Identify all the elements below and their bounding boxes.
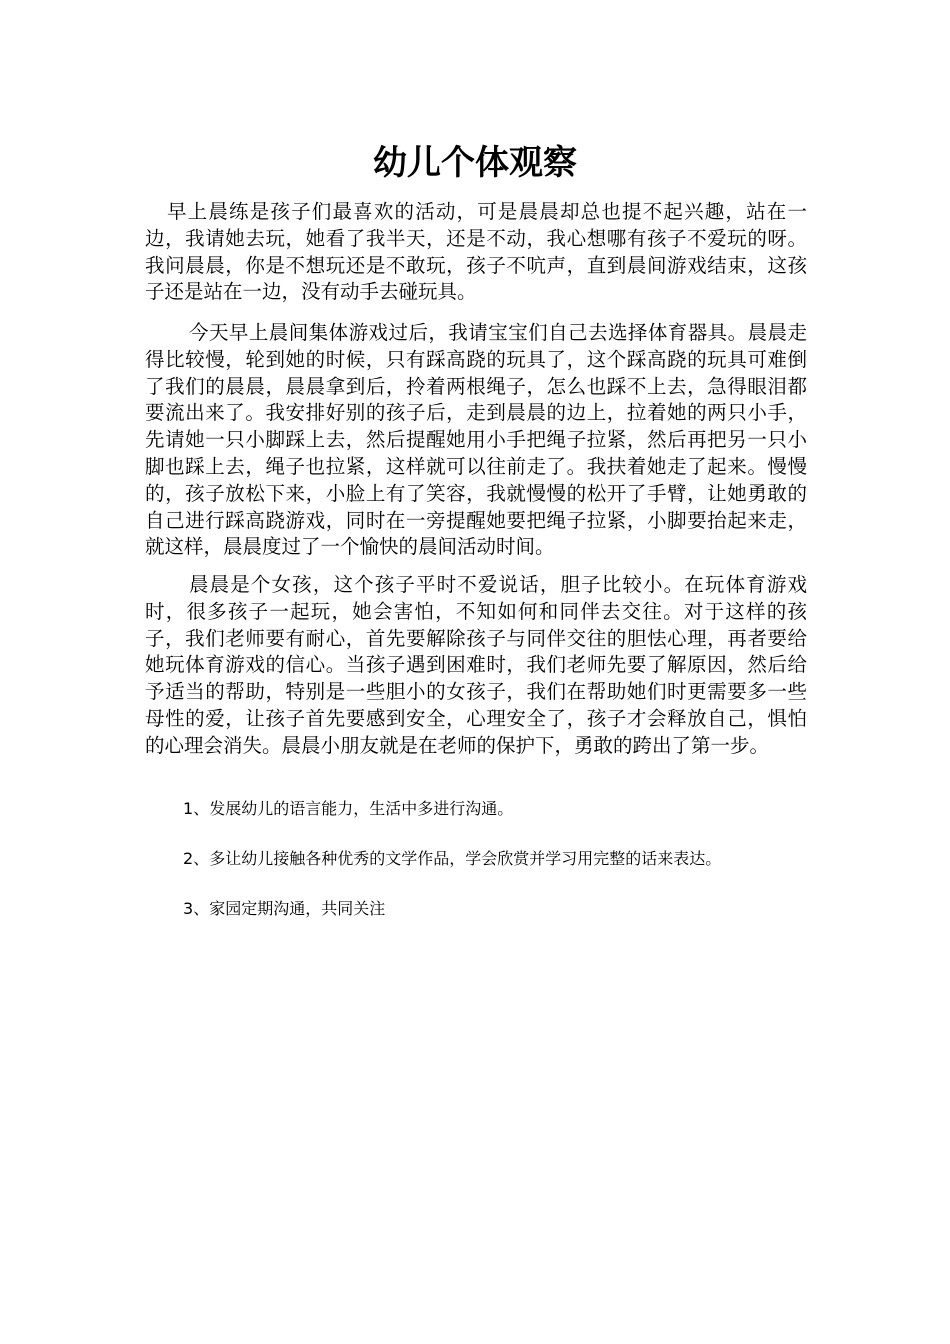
list-item-number: 3 — [183, 899, 194, 918]
paragraph-reflection: 晨晨是个女孩，这个孩子平时不爱说话，胆子比较小。在玩体育游戏时，很多孩子一起玩，她会害怕，不知如何和同伴去交往。对于这样的孩子，我们老师要有耐心，首先要解除孩子与同伴交往的胆怯心理，再者要给她玩体育游戏的信心。当孩子遇到困难时，我们老师先要了解原因，然后给予适当的帮助，特别是一些胆小的女孩子，我们在帮助她们时更需要多一些母性的爱，让孩子首先要感到安全，心理安全了，孩子才会释放自己，惧怕的心理会消失。晨晨小朋友就是在老师的保护下，勇敢的跨出了第一步。 — [145, 573, 807, 757]
list-item-number: 1 — [183, 799, 194, 818]
list-item-home-school — [183, 898, 823, 920]
list-item-text: 、多让幼儿接触各种优秀的文学作品，学会欣赏并学习用完整的话来表达。 — [193, 849, 722, 868]
list-item-text: 、家园定期沟通，共同关注 — [193, 899, 386, 918]
list-item-number: 2 — [183, 849, 194, 868]
document-title: 幼儿个体观察 — [373, 143, 577, 183]
list-item-language-ability — [183, 798, 823, 820]
paragraph-morning-exercise: 早上晨练是孩子们最喜欢的活动，可是晨晨却总也提不起兴趣，站在一边，我请她去玩，她看了我半天，还是不动，我心想哪有孩子不爱玩的呀。我问晨晨，你是不想玩还是不敢玩，孩子不吭声，直到晨间游戏结束，这孩子还是站在一边，没有动手去碰玩具。 — [145, 200, 807, 304]
list-item-literature — [183, 848, 823, 870]
paragraph-stilts-game: 今天早上晨间集体游戏过后，我请宝宝们自己去选择体育器具。晨晨走得比较慢，轮到她的时候，只有踩高跷的玩具了，这个踩高跷的玩具可难倒了我们的晨晨，晨晨拿到后，拎着两根绳子，怎么也踩不上去，急得眼泪都要流出来了。我安排好别的孩子后，走到晨晨的边上，拉着她的两只小手，先请她一只小脚踩上去，然后提醒她用小手把绳子拉紧，然后再把另一只小脚也踩上去，绳子也拉紧，这样就可以往前走了。我扶着她走了起来。慢慢的，孩子放松下来，小脸上有了笑容，我就慢慢的松开了手臂，让她勇敢的自己进行踩高跷游戏，同时在一旁提醒她要把绳子拉紧，小脚要抬起来走，就这样，晨晨度过了一个愉快的晨间活动时间。 — [145, 321, 807, 559]
list-item-text: 、发展幼儿的语言能力，生活中多进行沟通。 — [193, 799, 514, 818]
